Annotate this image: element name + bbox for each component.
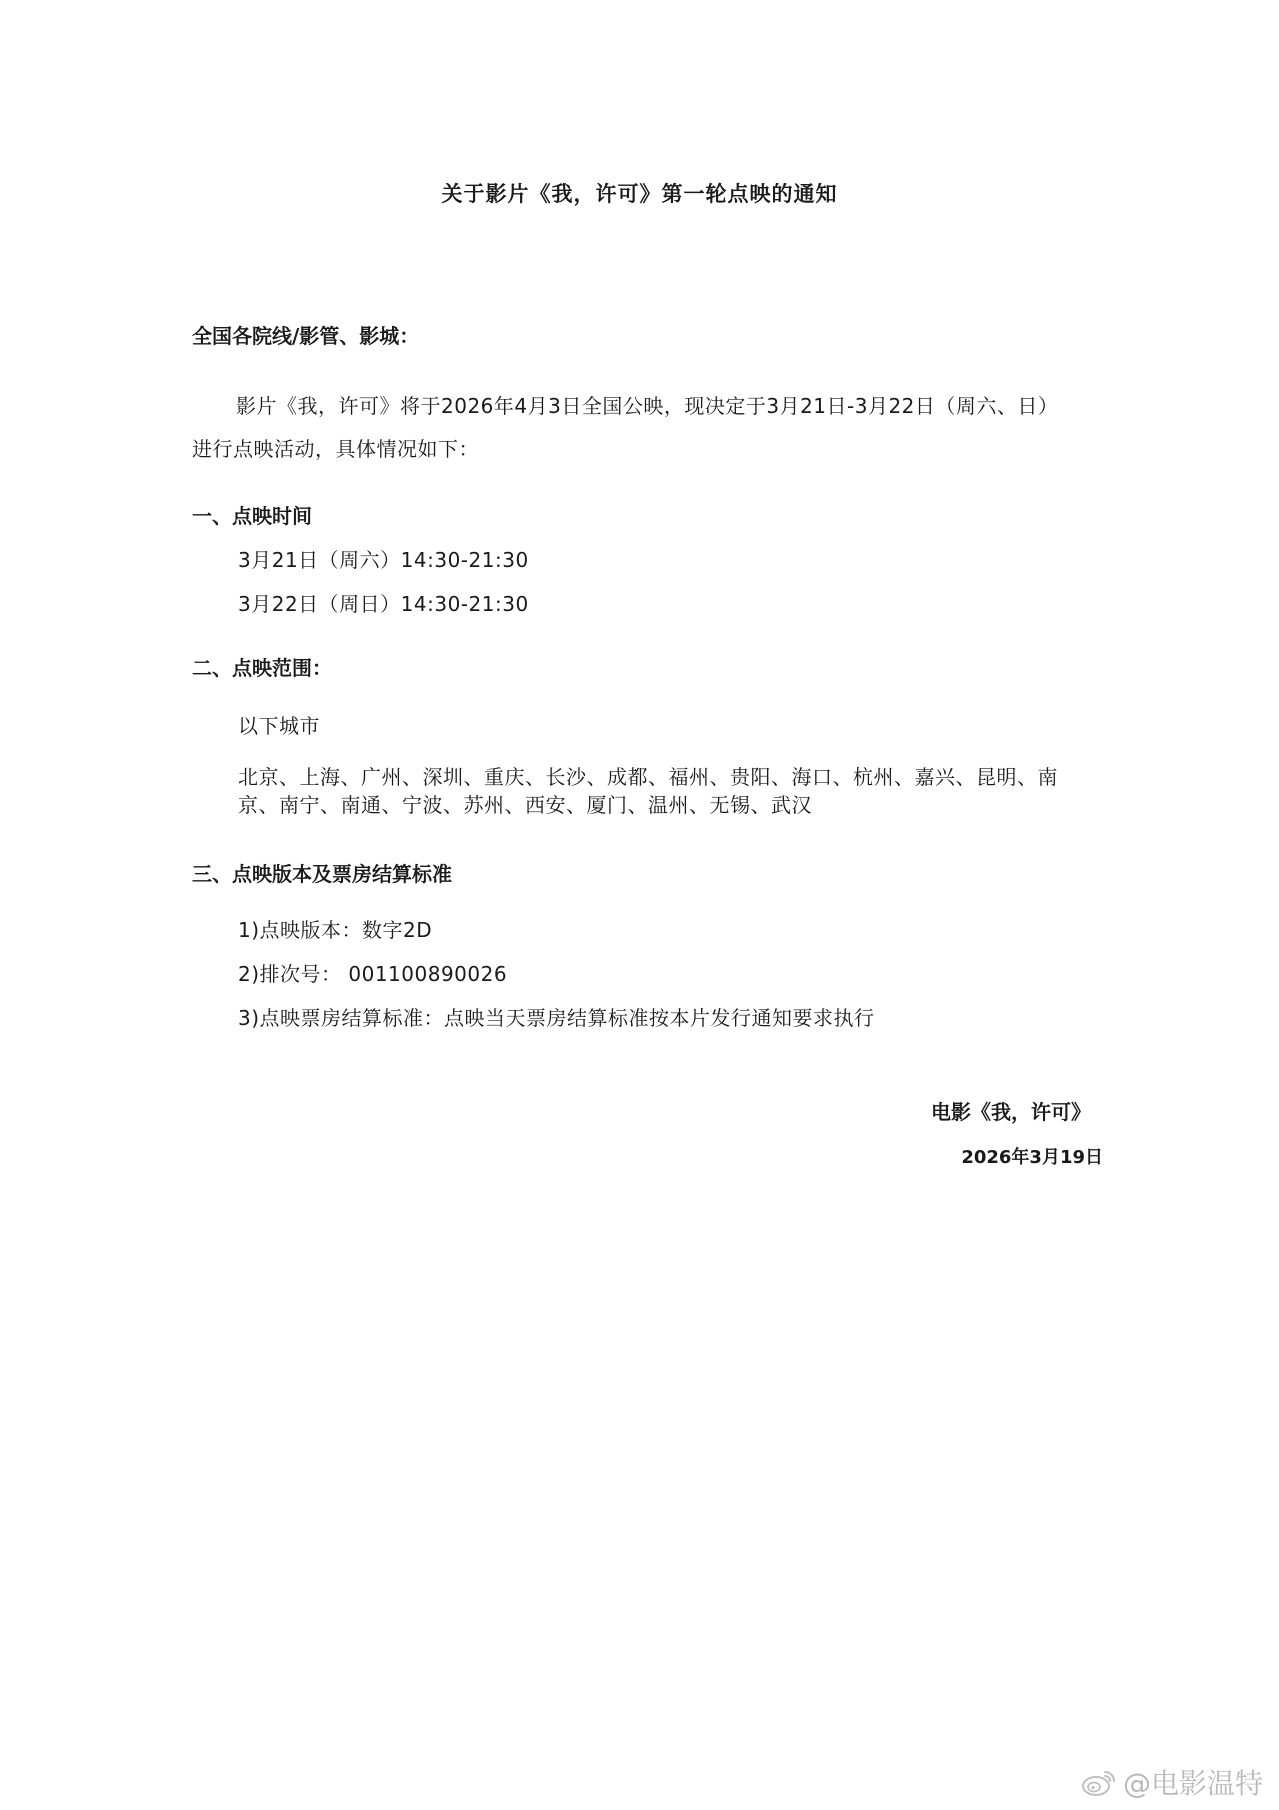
intro-paragraph-line-1: 影片《我，许可》将于2026年4月3日全国公映，现决定于3月21日-3月22日（周六、日） [236, 394, 1059, 418]
screening-time-item: 3月22日（周日）14:30-21:30 [238, 592, 529, 616]
section-2-heading: 二、点映范围： [192, 656, 332, 680]
watermark [1081, 1762, 1263, 1802]
salutation: 全国各院线/影管、影城： [192, 324, 420, 348]
screening-time-item: 3月21日（周六）14:30-21:30 [238, 548, 529, 572]
version-item: 1)点映版本：数字2D [238, 918, 433, 942]
section-3-heading: 三、点映版本及票房结算标准 [192, 862, 452, 886]
intro-paragraph-line-2: 进行点映活动，具体情况如下： [192, 437, 479, 461]
schedule-number-item: 2)排次号： 001100890026 [238, 962, 508, 986]
notice-title: 关于影片《我，许可》第一轮点映的通知 [441, 182, 838, 206]
cities-subtitle: 以下城市 [238, 714, 320, 738]
signature-date: 2026年3月19日 [961, 1147, 1103, 1168]
weibo-icon [1081, 1767, 1117, 1797]
section-1-heading: 一、点映时间 [192, 504, 312, 528]
city-list: 北京、上海、广州、深圳、重庆、长沙、成都、福州、贵阳、海口、杭州、嘉兴、昆明、南京、南宁、南通、宁波、苏州、西安、厦门、温州、无锡、武汉 [238, 765, 1058, 817]
signature-org: 电影《我，许可》 [931, 1100, 1091, 1124]
watermark-text: @电影温特 [1122, 1767, 1263, 1800]
settlement-standard-item: 3)点映票房结算标准：点映当天票房结算标准按本片发行通知要求执行 [238, 1006, 875, 1030]
